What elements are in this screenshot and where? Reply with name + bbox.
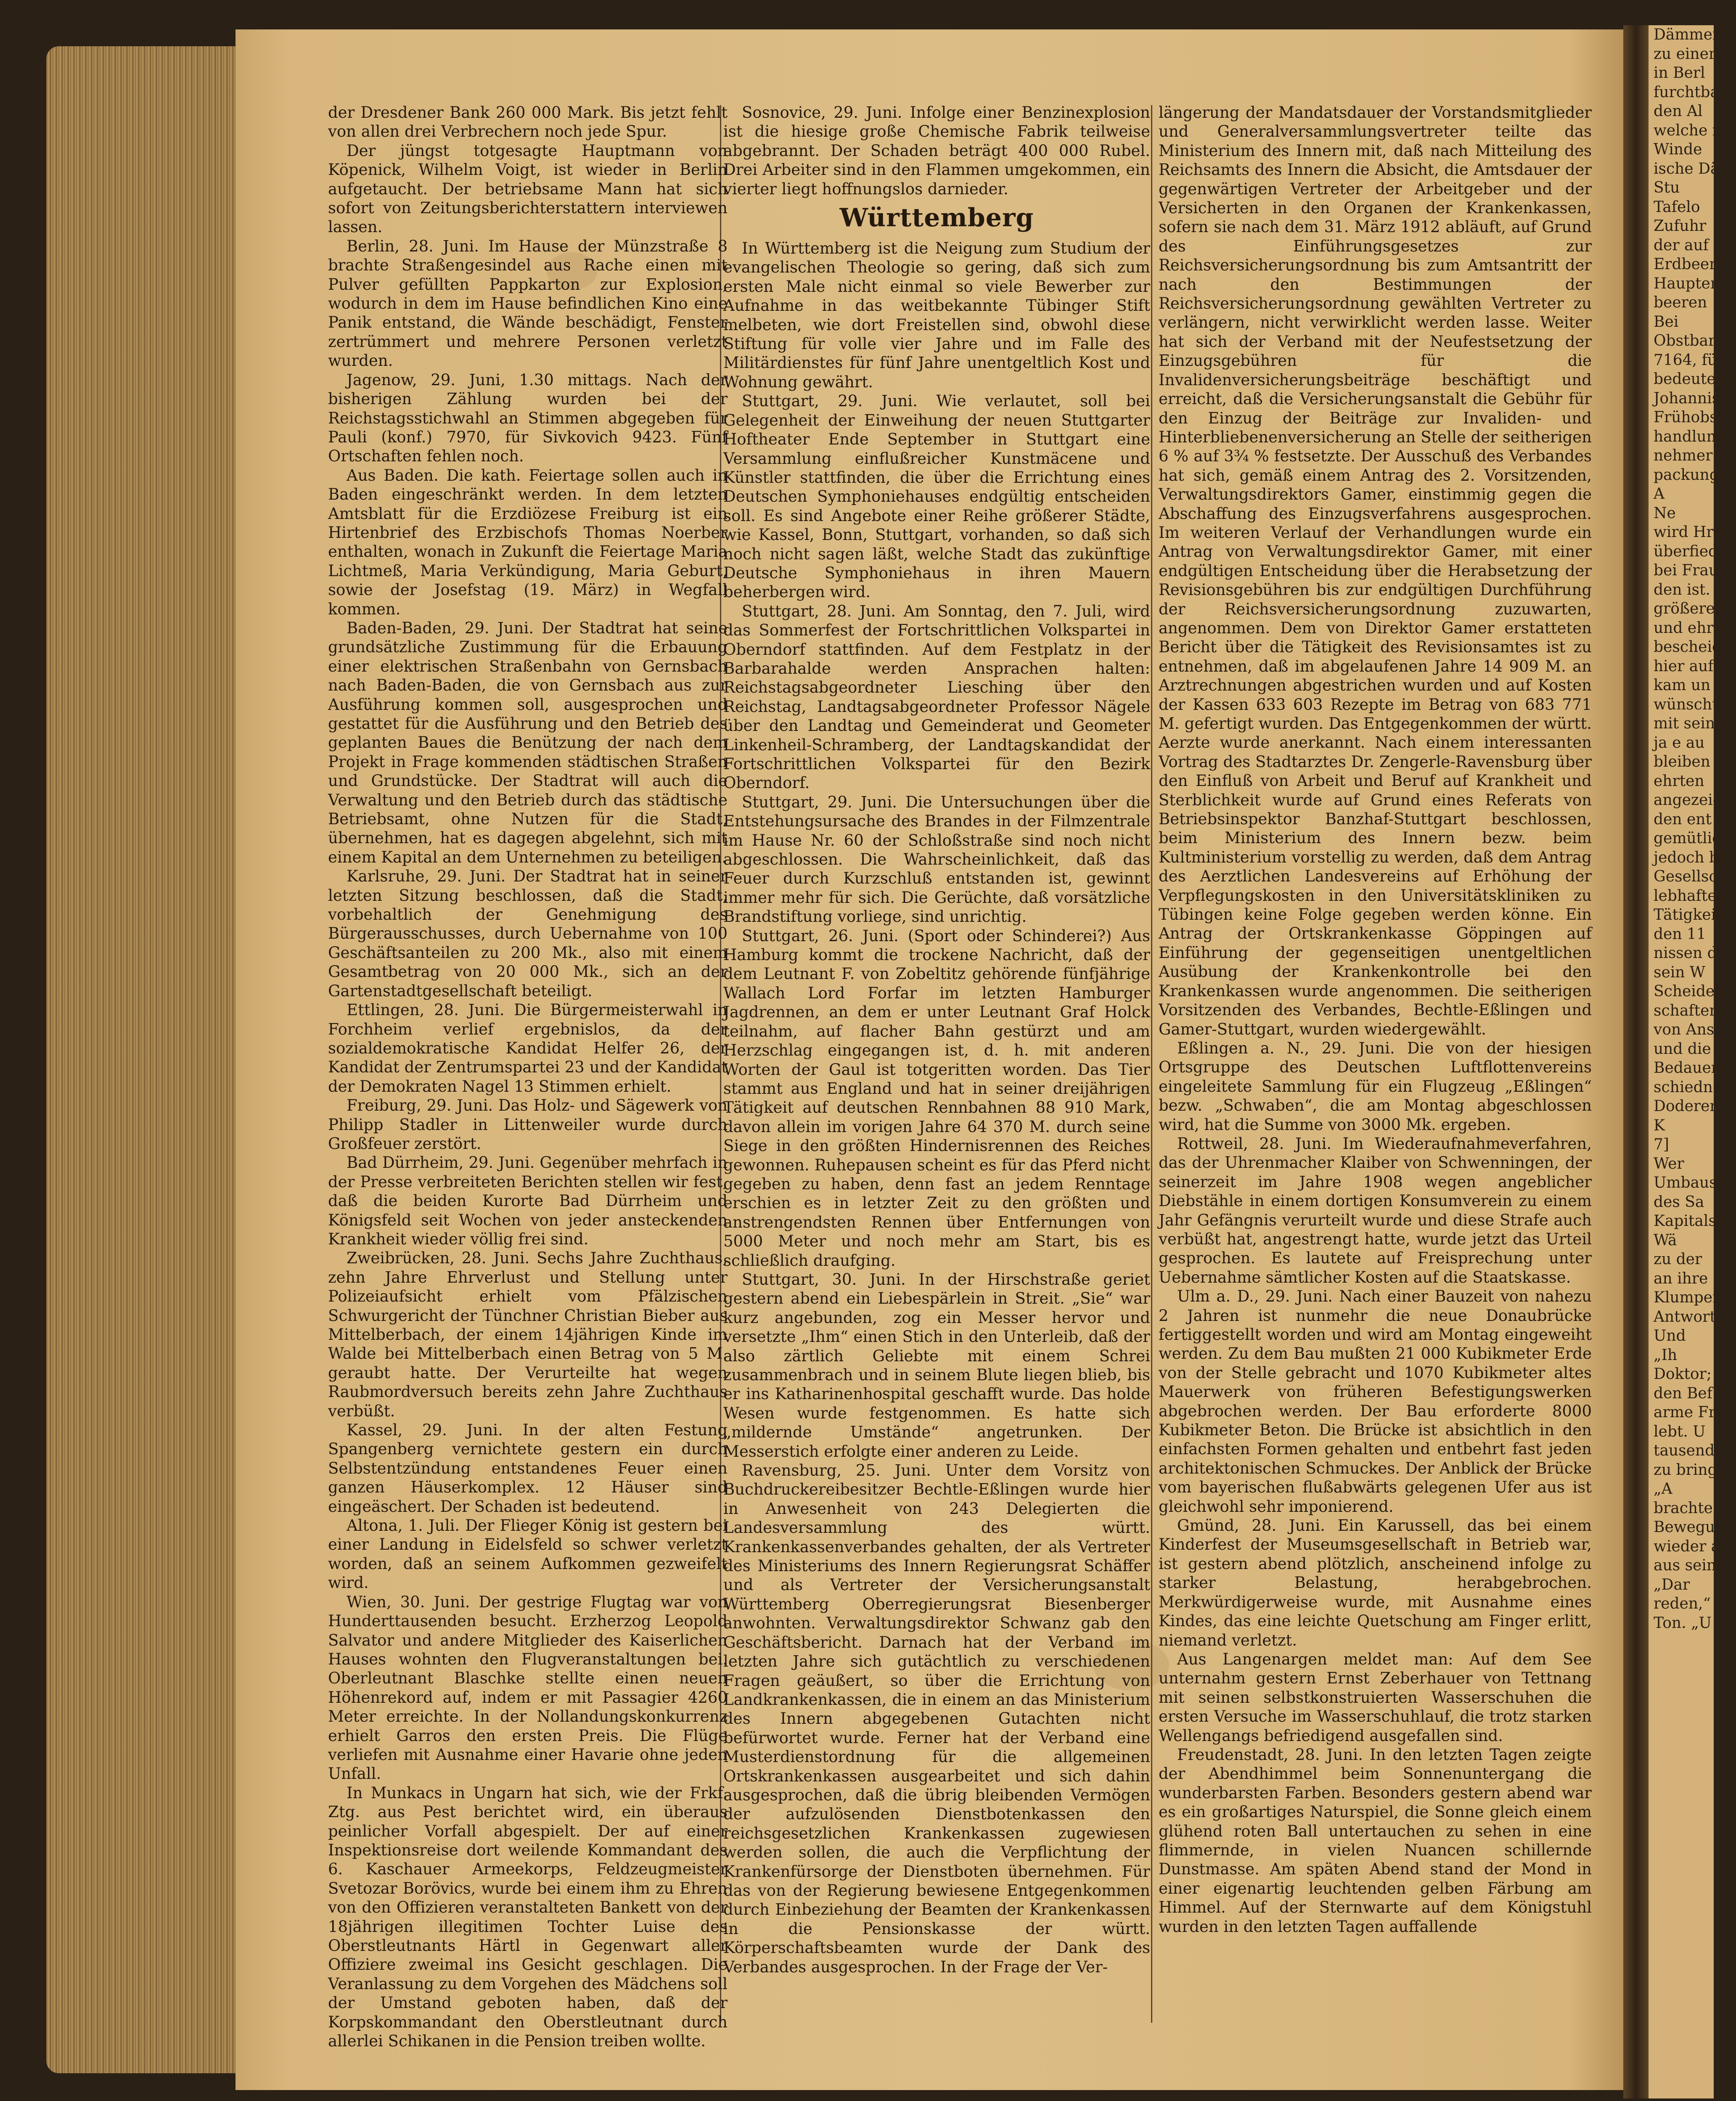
facing-page-fragment: Scheiden bbox=[1654, 983, 1725, 1000]
facing-page-fragment: zu der bbox=[1654, 1251, 1702, 1268]
facing-page-fragment: ische Dä bbox=[1654, 160, 1720, 177]
article-paragraph: Freiburg, 29. Juni. Das Holz- und Sägewerk von Philipp Stadler in Littenweiler wurde durch Großfeuer zerstört. bbox=[328, 1096, 728, 1153]
column-2 bbox=[723, 103, 1150, 2025]
article-paragraph: Stuttgart, 30. Juni. In der Hirschstraße geriet gestern abend ein Liebespärlein in Streit. „Sie“ war kurz angebunden, zog ein Messer hervor und versetzte „Ihm“ einen Stich in den Unterleib, daß der also zärtlich Geliebte mit einem Schrei zusammenbrach und in seinem Blute liegen blieb, bis er ins Katharinenhospital geschafft wurde. Das holde Wesen wurde festgenommen. Es hatte sich „mildernde Umstände“ angetrunken. Der Messerstich erfolgte einer anderen zu Leide. bbox=[723, 1270, 1150, 1461]
article-paragraph: Ravensburg, 25. Juni. Unter dem Vorsitz von Buchdruckereibesitzer Bechtle-Eßlingen wurde hier in Anwesenheit von 243 Delegierten die Landesversammlung des württ. Krankenkassenverbandes gehalten, der als Vertreter des Ministeriums des Innern Regierungsrat Schäffer und als Vertreter der Versicherungsanstalt Württemberg Oberregierungsrat Biesenberger anwohnten. Verwaltungsdirektor Schwanz gab den Geschäftsbericht. Darnach hat der Verband im letzten Jahre sich gutächtlich zu verschiedenen Fragen geäußert, so über die Errichtung von Landkrankenkassen, die in einem an das Ministerium des Innern abgegebenen Gutachten nicht befürwortet wurde. Ferner hat der Verband eine Musterdienstordnung für die allgemeinen Ortskrankenkassen ausgearbeitet und sich dahin ausgesprochen, daß die übrig bleibenden Vermögen der aufzulösenden Dienstbotenkassen den reichsgesetzlichen Krankenkassen zugewiesen werden sollen, die auch die Verpflichtung der Krankenfürsorge der Dienstboten übernehmen. Für das von der Regierung bewiesene Entgegenkommen durch Einbeziehung der Beamten der Krankenkassen in die Pensionskasse der württ. Körperschaftsbeamten wurde der Dank des Verbandes ausgesprochen. In der Frage der Ver- bbox=[723, 1461, 1150, 1976]
facing-page-fragment: den ent bbox=[1654, 810, 1712, 828]
facing-page-fragment: reden,“ bbox=[1654, 1595, 1711, 1612]
facing-page-fragment: beeren bbox=[1654, 294, 1707, 311]
facing-page-fragment: welche i bbox=[1654, 122, 1717, 139]
article-paragraph: Karlsruhe, 29. Juni. Der Stadtrat hat in seiner letzten Sitzung beschlossen, daß die Stadt, vorbehaltlich der Genehmigung des Bürgerausschusses, durch Uebernahme von 100 Geschäftsanteilen zu 200 Mk., also mit einem Gesamtbetrag von 20 000 Mk., sich an der Gartenstadtgesellschaft beteiligt. bbox=[328, 867, 728, 1000]
facing-page-fragment: den 11 bbox=[1654, 925, 1706, 943]
facing-page-fragment: sein W bbox=[1654, 963, 1705, 981]
facing-page-fragment: und ehre bbox=[1654, 619, 1723, 637]
facing-page-fragment: furchtba bbox=[1654, 83, 1720, 101]
article-paragraph: Rottweil, 28. Juni. Im Wiederaufnahmeverfahren, das der Uhrenmacher Klaiber von Schwenningen, der seinerzeit im Jahre 1908 wegen angeblicher Diebstähle in einem dortigen Konsumverein zu einem Jahr Gefängnis verurteilt wurde und diese Strafe auch verbüßt hat, angestrengt hatte, wurde jetzt das Urteil gesprochen. Es lautete auf Freisprechung unter Uebernahme sämtlicher Kosten auf die Staatskasse. bbox=[1159, 1134, 1592, 1286]
facing-page-fragment: Kapitals bbox=[1654, 1212, 1716, 1230]
facing-page-fragment: Und bbox=[1654, 1327, 1686, 1344]
column-2-top-articles bbox=[723, 103, 1150, 198]
facing-page-fragment: bleiben bbox=[1654, 753, 1710, 770]
facing-page-fragment: in Berl bbox=[1654, 64, 1705, 82]
article-paragraph: Freudenstadt, 28. Juni. In den letzten Tagen zeigte der Abendhimmel beim Sonnenuntergang die wunderbarsten Farben. Besonders gestern abend war es ein großartiges Naturspiel, die Sonne gleich einem glühend roten Ball untertauchen zu sehen in eine flimmernde, in vielen Nuancen schillernde Dunstmasse. Am späten Abend stand der Mond in einer eigenartig leuchtenden gelben Färbung am Himmel. Auf der Sternwarte auf dem Königstuhl wurden in den letzten Tagen auffallende bbox=[1159, 1745, 1592, 1936]
facing-page-fragment: gemütlich bbox=[1654, 830, 1731, 847]
facing-page-fragment: überfiede bbox=[1654, 542, 1727, 560]
facing-page-fragment: Doderer bbox=[1654, 1098, 1717, 1115]
article-paragraph: Bad Dürrheim, 29. Juni. Gegenüber mehrfach in der Presse verbreiteten Berichten stellen wir fest, daß die beiden Kurorte Bad Dürrheim und Königsfeld seit Wochen von jeder ansteckenden Krankheit wieder völlig frei sind. bbox=[328, 1154, 728, 1248]
facing-page-fragment: Ton. „U bbox=[1654, 1614, 1712, 1632]
article-paragraph: Stuttgart, 26. Juni. (Sport oder Schinderei?) Aus Hamburg kommt die trockene Nachricht, daß der dem Leutnant F. von Zobeltitz gehörende fünfjährige Wallach Lord Forfar im letzten Hamburger Jagdrennen, an dem er unter Leutnant Graf Holck teilnahm, auf flacher Bahn gestürzt und am Herzschlag eingegangen ist, d. h. mit anderen Worten der Gaul ist totgeritten worden. Das Tier stammt aus England und hat in seiner dreijährigen Tätigkeit auf deutschen Rennbahnen 88 910 Mark, davon allein im vorigen Jahre 64 370 M. durch seine Siege in den größten Hindernisrennen des Reiches gewonnen. Ruhepausen scheint es für das Pferd nicht gegeben zu haben, denn fast an jedem Renntage erschien es in letzter Zeit zu den größten und anstrengendsten Rennen über Entfernungen von 5000 Meter und noch mehr am Start, bis es schließlich draufging. bbox=[723, 926, 1150, 1270]
article-paragraph: Ettlingen, 28. Juni. Die Bürgermeisterwahl in Forchheim verlief ergebnislos, da der sozialdemokratische Kandidat Helfer 26, der Kandidat der Zentrumspartei 23 und der Kandidat der Demokraten Nagel 13 Stimmen erhielt. bbox=[328, 1001, 728, 1095]
facing-page-fragment: nissen de bbox=[1654, 945, 1726, 962]
facing-page-fragment: Winde bbox=[1654, 141, 1702, 158]
article-paragraph: Jagenow, 29. Juni, 1.30 mittags. Nach der bisherigen Zählung wurden bei der Reichstagsstichwahl an Stimmen abgegeben für Pauli (konf.) 7970, für Sivkovich 9423. Fünf Ortschaften fehlen noch. bbox=[328, 370, 728, 466]
book-gutter bbox=[1623, 25, 1649, 2098]
facing-page-fragment: größeren bbox=[1654, 600, 1725, 617]
facing-page-fragment: „Dar bbox=[1654, 1576, 1690, 1593]
book-edge bbox=[46, 46, 244, 2073]
facing-page-fragment: hier auf bbox=[1654, 657, 1714, 675]
facing-page-fragment: den Al bbox=[1654, 103, 1703, 120]
section-heading: Württemberg bbox=[839, 203, 1034, 233]
facing-page-fragment: „A bbox=[1654, 1480, 1672, 1498]
article-paragraph: Aus Baden. Die kath. Feiertage sollen auch in Baden eingeschränkt werden. In dem letzten Amtsblatt für die Erzdiözese Freiburg ist ein Hirtenbrief des Erzbischofs Thomas Noerber enthalten, wonach in Zukunft die Feiertage Maria Lichtmeß, Maria Verkündigung, Maria Geburt, sowie der Josefstag (19. März) in Wegfall kommen. bbox=[328, 466, 728, 618]
facing-page-fragment: zu bring bbox=[1654, 1461, 1717, 1479]
facing-page-fragment: bei Frau bbox=[1654, 562, 1719, 579]
article-paragraph: Stuttgart, 29. Juni. Die Untersuchungen über die Entstehungsursache des Brandes in der Filmzentrale im Hause Nr. 60 der Schloßstraße sind noch nicht abgeschlossen. Die Wahrscheinlichkeit, daß das Feuer durch Kurzschluß entstanden ist, gewinnt immer mehr für sich. Die Gerüchte, daß vorsätzliche Brandstiftung vorliege, sind unrichtig. bbox=[723, 793, 1150, 926]
facing-page-fragment: Ne bbox=[1654, 504, 1676, 522]
facing-page-fragment: packungsk bbox=[1654, 466, 1736, 484]
facing-page-fragment: des Sa bbox=[1654, 1193, 1704, 1211]
facing-page-fragment: von Ans bbox=[1654, 1021, 1715, 1038]
column-2-articles bbox=[723, 239, 1150, 1977]
article-paragraph: längerung der Mandatsdauer der Vorstandsmitglieder und Generalversammlungsvertreter teilte das Ministerium des Innern mit, daß nach Mitteilung des Reichsamts des Innern die Absicht, die Amtsdauer der gegenwärtigen Vertreter der Arbeitgeber und der Versicherten in den Organen der Krankenkassen, sofern sie nach dem 31. März 1912 abläuft, auf Grund des Einführungsgesetzes zur Reichsversicherungsordnung bis zum Amtsantritt der nach den Bestimmungen der Reichsversicherungsordnung gewählten Vertreter zu verlängern, nicht verwirklicht werden lasse. Weiter hat sich der Verband mit der Neufestsetzung der Einzugsgebühren für die Invalidenversicherungsbeiträge beschäftigt und erreicht, daß die Versicherungsanstalt die Gebühr für den Einzug der Beiträge zur Invaliden- und Hinterbliebenenversicherung an Stelle der seitherigen 6 % auf 3¾ % festsetzte. Der Ausschuß des Verbandes hat sich, gemäß einem Antrag des 2. Vorsitzenden, Verwaltungsdirektors Gamer, einstimmig gegen die Abschaffung des Einzugsverfahrens ausgesprochen. Im weiteren Verlauf der Verhandlungen wurde ein Antrag von Verwaltungsdirektor Gamer, mit einer endgültigen Entscheidung über die Herabsetzung der Revisionsgebühren bis zur endgültigen Durchführung der Reichsversicherungsordnung zuzuwarten, angenommen. Dem von Direktor Gamer erstatteten Bericht über die Tätigkeit des Revisionsamtes ist zu entnehmen, daß im abgelaufenen Jahre 14 909 M. an Arztrechnungen abgestrichen wurden und auf Kosten der Kassen 633 603 Rezepte im Betrag von 683 771 M. gefertigt wurden. Das Entgegenkommen der württ. Aerzte wurde anerkannt. Nach einem interessanten Vortrag des Stadtarztes Dr. Zengerle-Ravensburg über den Einfluß von Arbeit und Beruf auf Krankheit und Sterblichkeit wurde auf Grund eines Referats von Betriebsinspektor Banzhaf-Stuttgart beschlossen, beim Ministerium des Innern bezw. beim Kultministerium vorstellig zu werden, daß dem Antrag des Aerztlichen Landesvereins auf Erhöhung der Verpflegungskosten in den Universitätskliniken zu Tübingen keine Folge gegeben werden könne. Ein Antrag der Ortskrankenkasse Göppingen auf Einführung der gegenseitigen unentgeltlichen Ausübung der Krankenkontrolle bei den Krankenkassen wurde angenommen. Die seitherigen Vorsitzenden des Verbandes, Bechtle-Eßlingen und Gamer-Stuttgart, wurden wiedergewählt. bbox=[1159, 103, 1592, 1038]
article-paragraph: Wien, 30. Juni. Der gestrige Flugtag war von Hunderttausenden besucht. Erzherzog Leopold Salvator und andere Mitglieder des Kaiserlichen Hauses wohnten den Flugveranstaltungen bei. Oberleutnant Blaschke stellte einen neuen Höhenrekord auf, indem er mit Passagier 4260 Meter erreichte. In der Nollandungskonkurrenz erhielt Garros den ersten Preis. Die Flüge verliefen mit Ausnahme einer Havarie ohne jeden Unfall. bbox=[328, 1593, 728, 1783]
facing-page-fragment: Umbaus bbox=[1654, 1174, 1717, 1191]
facing-page-fragment: Doktor; bbox=[1654, 1365, 1712, 1383]
article-paragraph: Stuttgart, 28. Juni. Am Sonntag, den 7. Juli, wird das Sommerfest der Fortschrittlichen Volkspartei in Oberndorf stattfinden. Auf dem Festplatz in der Barbarahalde werden Ansprachen halten: Reichstagsabgeordneter Liesching über den Reichstag, Landtagsabgeordneter Professor Nägele über den Landtag und Gemeinderat und Geometer Linkenheil-Schramberg, der Landtagskandidat der Fortschrittlichen Volkspartei für den Bezirk Oberndorf. bbox=[723, 602, 1150, 792]
facing-page-fragment: Zufuhr bbox=[1654, 217, 1707, 235]
facing-page-fragment: der auf bbox=[1654, 236, 1709, 254]
facing-page-fragment: Erdbeer bbox=[1654, 256, 1717, 273]
article-paragraph: Aus Langenargen meldet man: Auf dem See unternahm gestern Ernst Zeberhauer von Tettnang mit seinen selbstkonstruierten Wasserschuhen die ersten Versuche im Wasserschuhlauf, die trotz starken Wellengangs befriedigend ausgefallen sind. bbox=[1159, 1650, 1592, 1745]
article-paragraph: der Dresdener Bank 260 000 Mark. Bis jetzt fehlt von allen drei Verbrechern noch jede Spur. bbox=[328, 103, 728, 141]
facing-page-fragment: tausende bbox=[1654, 1442, 1724, 1459]
article-paragraph: In Württemberg ist die Neigung zum Studium der evangelischen Theologie so gering, daß sich zum ersten Male nicht einmal so viele Bewerber zur Aufnahme in das weitbekannte Tübinger Stift melbeten, wie dort Freistellen sind, obwohl diese Stiftung für volle vier Jahre und im Falle des Militärdienstes für fünf Jahre unentgeltlich Kost und Wohnung gewährt. bbox=[723, 239, 1150, 391]
facing-page-fragment: 7] bbox=[1654, 1136, 1669, 1153]
article-paragraph: Baden-Baden, 29. Juni. Der Stadtrat hat seine grundsätzliche Zustimmung für die Erbauung einer elektrischen Straßenbahn von Gernsbach nach Baden-Baden, die von Gernsbach aus zur Ausführung kommen soll, ausgesprochen und gestattet für die Ausführung und den Betrieb des geplanten Baues die Benützung der nach dem Projekt in Frage kommenden städtischen Straßen und Grundstücke. Der Stadtrat will auch die Verwaltung und den Betrieb durch das städtische Betriebsamt, ohne Nutzen für die Stadt, übernehmen, hat es dagegen abgelehnt, sich mit einem Kapital an dem Unternehmen zu beteiligen. bbox=[328, 619, 728, 866]
facing-page-fragment: schiedne bbox=[1654, 1078, 1722, 1096]
facing-page-fragment: Bedauer bbox=[1654, 1059, 1718, 1077]
facing-page-fragment: Bei bbox=[1654, 313, 1679, 331]
facing-page-fragment: Wä bbox=[1654, 1231, 1677, 1249]
facing-page-fragment: ehrten bbox=[1654, 772, 1704, 790]
column-3 bbox=[1159, 103, 1592, 2025]
facing-page-fragment: nehmer bbox=[1654, 447, 1713, 464]
facing-page-fragment: aus seine bbox=[1654, 1557, 1725, 1574]
article-paragraph: Der jüngst totgesagte Hauptmann von Köpenick, Wilhelm Voigt, ist wieder in Berlin aufgetaucht. Der betriebsame Mann hat sich sofort von Zeitungsberichterstattern interviewen lassen. bbox=[328, 141, 728, 236]
facing-page-fragment: K bbox=[1654, 1117, 1665, 1134]
facing-page-fragment: jedoch be bbox=[1654, 849, 1728, 866]
article-paragraph: Kassel, 29. Juni. In der alten Festung Spangenberg vernichtete gestern ein durch Selbstentzündung entstandenes Feuer einen ganzen Häuserkomplex. 12 Häuser sind eingeäschert. Der Schaden ist bedeutend. bbox=[328, 1421, 728, 1516]
facing-page-fragment: und die bbox=[1654, 1040, 1711, 1058]
facing-page-fragment: Dämmer bbox=[1654, 26, 1720, 43]
facing-page-fragment: brachte, bbox=[1654, 1499, 1718, 1517]
facing-page-fragment: zu einer bbox=[1654, 45, 1716, 63]
column-rule bbox=[1151, 105, 1152, 2023]
facing-page-fragment: Frühobst bbox=[1654, 409, 1724, 426]
facing-page-fragment: Tafelo bbox=[1654, 198, 1700, 216]
column-1 bbox=[328, 103, 728, 2051]
facing-page-edge bbox=[1649, 25, 1736, 2098]
facing-page-fragment: bedeutend bbox=[1654, 370, 1735, 388]
facing-page-fragment: Stu bbox=[1654, 179, 1680, 196]
facing-page-fragment: Gesellsch bbox=[1654, 868, 1727, 885]
facing-page-fragment: wird Hr bbox=[1654, 524, 1714, 541]
article-paragraph: Zweibrücken, 28. Juni. Sechs Jahre Zuchthaus, zehn Jahre Ehrverlust und Stellung unter Polizeiaufsicht erhielt vom Pfälzischen Schwurgericht der Tünchner Christian Bieber aus Mittelberbach, der einem 14jährigen Kinde im Walde bei Mittelberbach einen Betrag von 5 M. geraubt hatte. Der Verurteilte hat wegen Raubmordversuch bereits zehn Jahre Zuchthaus verbüßt. bbox=[328, 1249, 728, 1420]
facing-page-fragment: lebt. U bbox=[1654, 1423, 1706, 1440]
facing-page-fragment: A bbox=[1654, 485, 1665, 503]
facing-page-fragment: Antwort bbox=[1654, 1308, 1716, 1326]
article-paragraph: Ulm a. D., 29. Juni. Nach einer Bauzeit von nahezu 2 Jahren ist nunmehr die neue Donaubrücke fertiggestellt worden und wird am Montag eingeweiht werden. Zu dem Bau mußten 21 000 Kubikmeter Erde von der Stelle gebracht und 1070 Kubikmeter altes Mauerwerk von früheren Befestigungswerken abgebrochen werden. Der Bau erforderte 8000 Kubikmeter Beton. Die Brücke ist absichtlich in den einfachsten Formen gehalten und entbehrt fast jeden architektonischen Schmuckes. Der Anblick der Brücke vom bayerischen flußabwärts gelegenen Ufer aus ist gleichwohl sehr imponierend. bbox=[1159, 1287, 1592, 1516]
facing-page-fragment: handlung bbox=[1654, 428, 1726, 445]
facing-page-fragment: Obstbar bbox=[1654, 332, 1716, 349]
facing-page-fragment: ja e au bbox=[1654, 734, 1705, 751]
facing-page-fragment: „Ih bbox=[1654, 1346, 1678, 1364]
facing-page-fragment: kam un bbox=[1654, 677, 1711, 694]
facing-page-fragment: Bewegu bbox=[1654, 1519, 1715, 1536]
facing-page-fragment: den ist. bbox=[1654, 581, 1710, 598]
article-paragraph: Eßlingen a. N., 29. Juni. Die von der hiesigen Ortsgruppe des Deutschen Luftflottenvereins eingeleitete Sammlung für ein Flugzeug „Eßlingen“ bezw. „Schwaben“, die am Montag abgeschlossen wird, hat die Summe von 3000 Mk. ergeben. bbox=[1159, 1039, 1592, 1134]
facing-page-fragment: an ihre bbox=[1654, 1270, 1708, 1287]
facing-page-fragment: den Bef bbox=[1654, 1384, 1713, 1402]
article-paragraph: Stuttgart, 29. Juni. Wie verlautet, soll bei Gelegenheit der Einweihung der neuen Stuttgarter Hoftheater Ende September in Stuttgart eine Versammlung einflußreicher Kunstmäcene und Künstler stattfinden, die über die Errichtung eines Deutschen Symphoniehauses endgültig entscheiden soll. Es sind Angebote einer Reihe größerer Städte, wie Kassel, Bonn, Stuttgart, vorhanden, so daß sich noch nicht sagen läßt, welche Stadt das zukünftige Deutsche Symphoniehaus in ihren Mauern beherbergen wird. bbox=[723, 392, 1150, 601]
facing-page-fragment: wünschte bbox=[1654, 696, 1727, 713]
facing-page-fragment: angezeigt bbox=[1654, 791, 1729, 809]
article-paragraph: Altona, 1. Juli. Der Flieger König ist gestern bei einer Landung in Eidelsfeld so schwer verletzt worden, daß an seinem Aufkommen gezweifelt wird. bbox=[328, 1516, 728, 1592]
facing-page-fragment: Haupter bbox=[1654, 275, 1718, 292]
facing-page-fragment: Wer bbox=[1654, 1155, 1684, 1172]
facing-page-fragment: 7164, für bbox=[1654, 351, 1725, 369]
article-paragraph: Gmünd, 28. Juni. Ein Karussell, das bei einem Kinderfest der Museumsgesellschaft in Betrieb war, ist gestern abend plötzlich, anscheinend infolge zu starker Belastung, herabgebrochen. Merkwürdigerweise wurde, mit Ausnahme eines Kindes, das eine leichte Quetschung am Finger erlitt, niemand verletzt. bbox=[1159, 1516, 1592, 1649]
article-paragraph: Sosnovice, 29. Juni. Infolge einer Benzinexplosion ist die hiesige große Chemische Fabrik teilweise abgebrannt. Der Schaden beträgt 400 000 Rubel. Drei Arbeiter sind in den Flammen umgekommen, ein vierter liegt hoffnungslos darnieder. bbox=[723, 103, 1150, 198]
article-paragraph: In Munkacs in Ungarn hat sich, wie der Frkf. Ztg. aus Pest berichtet wird, ein überaus peinlicher Vorfall abgespielt. Der auf einer Inspektionsreise dort weilende Kommandant des 6. Kaschauer Armeekorps, Feldzeugmeister Svetozar Borövics, wurde bei einem ihm zu Ehren von den Offizieren veranstalteten Bankett von der 18jährigen illegitimen Tochter Luise des Oberstleutnants Härtl in Gegenwart aller Offiziere zweimal ins Gesicht geschlagen. Die Veranlassung zu dem Vorgehen des Mädchens soll der Umstand geboten haben, daß der Korpskommandant den Oberstleutnant durch allerlei Schikanen in die Pension treiben wollte. bbox=[328, 1783, 728, 2051]
facing-page-fragment: mit sein bbox=[1654, 715, 1715, 732]
facing-page-fragment: bescheide bbox=[1654, 638, 1731, 656]
facing-page-fragment: Johannis bbox=[1654, 389, 1720, 407]
facing-page-fragment: Klumper bbox=[1654, 1289, 1720, 1306]
facing-page-fragment: wieder a bbox=[1654, 1537, 1720, 1555]
article-paragraph: Berlin, 28. Juni. Im Hause der Münzstraße 8 brachte Straßengesindel aus Rache einen mit Pulver gefüllten Pappkarton zur Explosion, wodurch in dem im Hause befindlichen Kino eine Panik entstand, die Wände beschädigt, Fenster zertrümmert und mehrere Personen verletzt wurden. bbox=[328, 237, 728, 370]
facing-page-fragment: arme Fr bbox=[1654, 1404, 1716, 1421]
facing-page-fragment: schaften, bbox=[1654, 1002, 1724, 1019]
facing-page-fragment: lebhafter bbox=[1654, 887, 1724, 905]
facing-page-fragment: Tätigkeit bbox=[1654, 906, 1722, 923]
